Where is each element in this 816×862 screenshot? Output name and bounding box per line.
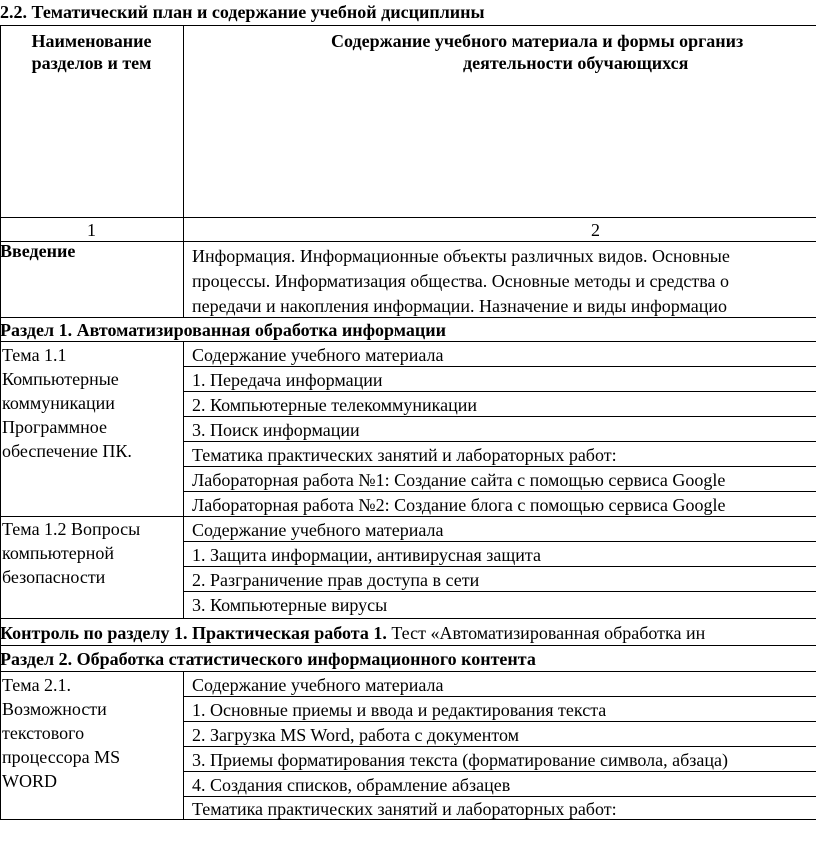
topic-1-1-item: Лабораторная работа №2: Создание блога с помощью сервиса Google — [192, 495, 726, 515]
topic-1-1-item: Тематика практических занятий и лабораторных работ: — [192, 445, 617, 465]
header-col2-line1: Содержание учебного материала и формы организ — [331, 31, 744, 51]
topic-2-1-line: Возможности — [2, 699, 107, 719]
topic-2-1-item: Содержание учебного материала — [192, 675, 444, 695]
header-col2-line2: деятельности обучающихся — [463, 53, 689, 73]
control-section-1 — [0, 622, 705, 644]
topic-1-1-item: 1. Передача информации — [192, 370, 383, 390]
control-section-1-text: Тест «Автоматизированная обработка ин — [386, 623, 706, 643]
page-title: 2.2. Тематический план и содержание учебной дисциплины — [0, 2, 485, 22]
column-number-1: 1 — [87, 220, 96, 240]
topic-1-1-line: Компьютерные — [2, 369, 119, 389]
topic-1-1-item: Содержание учебного материала — [192, 345, 444, 365]
topic-1-1-line: коммуникации — [2, 393, 115, 413]
topic-1-2-line: Тема 1.2 Вопросы — [2, 519, 141, 539]
header-col1-line2: разделов и тем — [31, 53, 152, 73]
topic-1-2-line: безопасности — [2, 567, 106, 587]
topic-2-1-item: Тематика практических занятий и лабораторных работ: — [192, 799, 617, 819]
topic-2-1-item: 4. Создания списков, обрамление абзацев — [192, 775, 511, 795]
section-2-title: Раздел 2. Обработка статистического информационного контента — [0, 649, 536, 669]
topic-2-1-line: процессора MS — [2, 747, 121, 767]
column-number-2: 2 — [591, 220, 600, 240]
topic-1-2-line: компьютерной — [2, 543, 115, 563]
topic-1-1-item: 3. Поиск информации — [192, 420, 360, 440]
header-col1-line1: Наименование — [31, 31, 152, 51]
topic-1-2-item: 1. Защита информации, антивирусная защита — [192, 545, 541, 565]
topic-1-2-item: Содержание учебного материала — [192, 520, 444, 540]
topic-2-1-item: 3. Приемы форматирования текста (форматирование символа, абзаца) — [192, 750, 728, 770]
intro-line: процессы. Информатизация общества. Основные методы и средства о — [192, 271, 730, 291]
topic-2-1-item: 1. Основные приемы и ввода и редактирования текста — [192, 700, 607, 720]
topic-1-1-line: Тема 1.1 — [2, 345, 67, 365]
topic-1-2-item: 2. Разграничение прав доступа в сети — [192, 570, 480, 590]
topic-1-2-item: 3. Компьютерные вирусы — [192, 595, 388, 615]
intro-title: Введение — [0, 241, 76, 261]
topic-2-1-item: 2. Загрузка MS Word, работа с документом — [192, 725, 520, 745]
topic-1-1-line: обеспечение ПК. — [2, 441, 132, 461]
topic-2-1-line: Тема 2.1. — [2, 675, 72, 695]
intro-line: передачи и накопления информации. Назначение и виды информацио — [192, 296, 728, 316]
intro-line: Информация. Информационные объекты различных видов. Основные — [192, 246, 730, 266]
topic-1-1-line: Программное — [2, 417, 107, 437]
topic-2-1-line: текстового — [2, 723, 85, 743]
topic-2-1-line: WORD — [2, 771, 57, 791]
control-section-1-bold: Контроль по разделу 1. Практическая работа 1. — [0, 623, 387, 643]
topic-1-1-item: Лабораторная работа №1: Создание сайта с помощью сервиса Google — [192, 470, 726, 490]
section-1-title: Раздел 1. Автоматизированная обработка информации — [0, 320, 447, 340]
topic-1-1-item: 2. Компьютерные телекоммуникации — [192, 395, 478, 415]
